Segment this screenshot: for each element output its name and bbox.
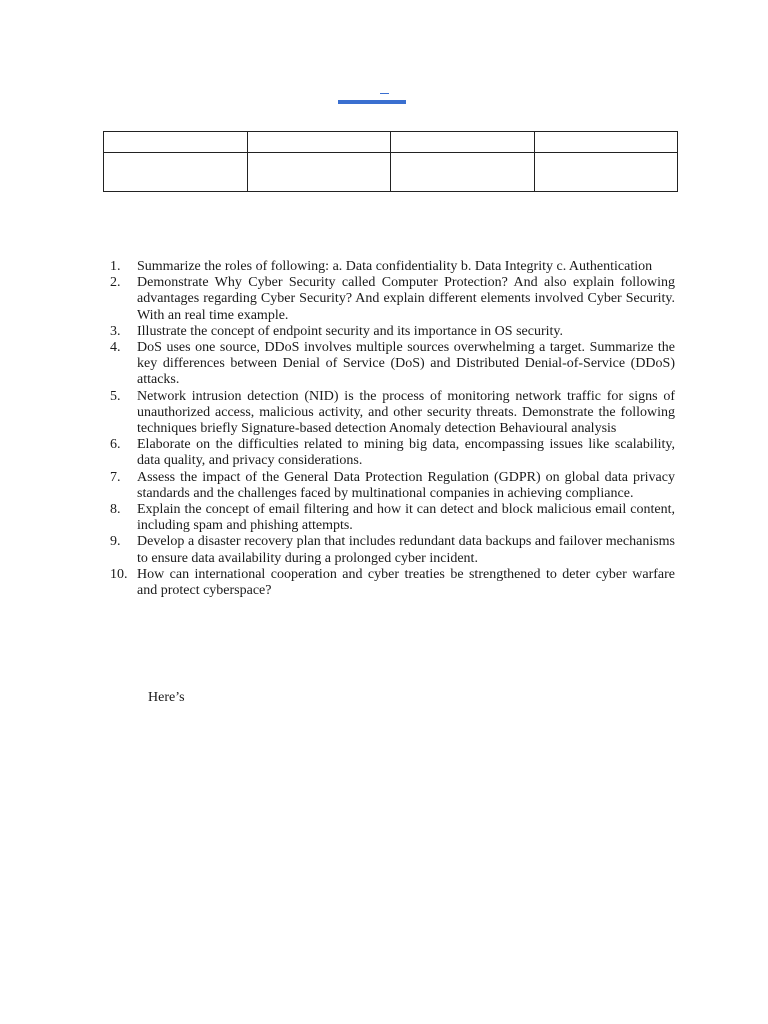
- question-number: 3.: [110, 323, 121, 339]
- question-item: [110, 437, 675, 469]
- question-number: 1.: [110, 259, 121, 274]
- header-info-table: [103, 131, 678, 192]
- question-text: Network intrusion detection (NID) is the process of monitoring network traffic for signs of unauthorized access, malicious activity, and other security threats. Demonstrate the following techniques briefly Signature-based detection Anomaly detection Behavioural analysis: [137, 388, 675, 437]
- question-number: 9.: [110, 534, 121, 550]
- question-number: 2.: [110, 275, 121, 291]
- table-cell: [391, 132, 535, 153]
- question-number: 4.: [110, 340, 121, 356]
- question-text: Demonstrate Why Cyber Security called Computer Protection? And also explain following advantages regarding Cyber Security? And explain different elements involved Cyber Security. With an real time example.: [137, 275, 675, 323]
- table-row: [104, 132, 678, 153]
- question-text: Summarize the roles of following: a. Data confidentiality b. Data Integrity c. Authentication: [137, 259, 653, 274]
- question-item: [110, 340, 675, 389]
- question-item: [110, 470, 675, 502]
- question-text: Illustrate the concept of endpoint security and its importance in OS security.: [137, 323, 563, 339]
- header-underline-mark: [338, 100, 406, 104]
- question-list: [110, 259, 675, 599]
- question-text: Elaborate on the difficulties related to mining big data, encompassing issues like scalability, data quality, and privacy considerations.: [137, 437, 675, 469]
- table-row: [104, 153, 678, 192]
- question-item: [110, 534, 675, 566]
- question-item: [110, 567, 675, 599]
- question-item: [110, 502, 675, 534]
- table-cell: [247, 153, 391, 192]
- header-dash-mark: [380, 93, 389, 94]
- question-number: 10.: [110, 566, 128, 582]
- question-text: How can international cooperation and cyber treaties be strengthened to deter cyber warfare and protect cyberspace?: [137, 566, 675, 599]
- question-number: 5.: [110, 388, 121, 404]
- table-cell: [534, 153, 678, 192]
- question-item: [110, 389, 675, 438]
- question-text: DoS uses one source, DDoS involves multiple sources overwhelming a target. Summarize the key differences between Denial of Service (DoS) and Distributed Denial-of-Service (DDoS) attacks.: [137, 340, 675, 388]
- table-cell: [104, 132, 248, 153]
- question-number: 8.: [110, 502, 121, 518]
- question-item: [110, 324, 675, 340]
- question-text: Develop a disaster recovery plan that includes redundant data backups and failover mechanisms to ensure data availability during a prolonged cyber incident.: [137, 534, 675, 566]
- trailing-text: Here’s: [148, 690, 185, 705]
- table-cell: [104, 153, 248, 192]
- question-text: Assess the impact of the General Data Protection Regulation (GDPR) on global data privacy standards and the challenges faced by multinational companies in achieving compliance.: [137, 469, 675, 501]
- question-number: 6.: [110, 437, 121, 453]
- table-cell: [391, 153, 535, 192]
- table-cell: [247, 132, 391, 153]
- table-cell: [534, 132, 678, 153]
- question-item: [110, 275, 675, 324]
- question-number: 7.: [110, 469, 121, 485]
- question-text: Explain the concept of email filtering and how it can detect and block malicious email content, including spam and phishing attempts.: [137, 502, 675, 534]
- question-item: [110, 259, 675, 275]
